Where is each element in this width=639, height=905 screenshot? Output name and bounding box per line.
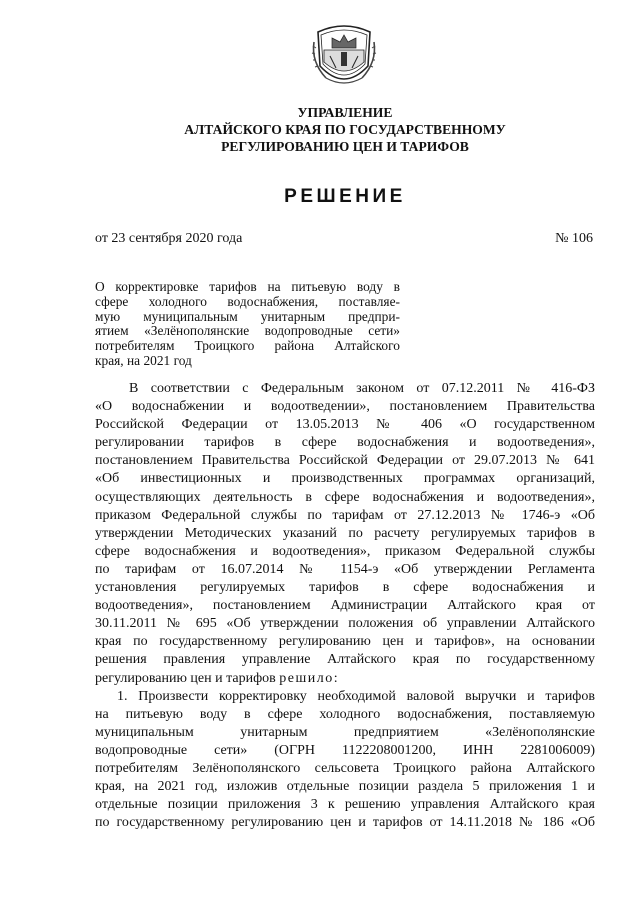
body-line bbox=[95, 670, 595, 688]
body-line: утверждении Методических указаний по расчету регулируемых тарифов в bbox=[95, 525, 595, 541]
body-line: водопроводные сети» (ОГРН 1122208001200, ИНН 2281006009) bbox=[95, 742, 595, 758]
body-line: осуществляющих деятельность в сфере водоснабжения и водоотведения», bbox=[95, 489, 595, 505]
body-line: потребителям Зелёнополянского сельсовета Троицкого района Алтайского bbox=[95, 760, 595, 776]
body-line: отдельные позиции приложения 3 к решению управления Алтайского края bbox=[95, 797, 595, 813]
subject-line: сфере холодного водоснабжения, поставляе- bbox=[95, 293, 400, 309]
decision-subject bbox=[95, 280, 400, 369]
subject-line: мую муниципальным унитарным предпри- bbox=[95, 308, 400, 324]
decision-date: от 23 сентября 2020 года bbox=[95, 231, 243, 246]
body-line: муниципальным унитарным предприятием «Зелёнополянские bbox=[95, 724, 595, 740]
body-line-text: регулированию цен и тарифов bbox=[95, 670, 276, 686]
body-line: сфере водоснабжения и водоотведения», приказом Федеральной службы bbox=[95, 543, 595, 559]
issuing-authority bbox=[90, 104, 600, 155]
body-line: Российской Федерации от 13.05.2013 № 406 «О государственном bbox=[95, 417, 595, 433]
subject-line: ятием «Зелёнополянские водопроводные сети» bbox=[95, 323, 400, 339]
body-line: края по государственному регулированию цен и тарифов», на основании bbox=[95, 634, 595, 650]
body-line: по тарифам от 16.07.2014 № 1154-э «Об утверждении Регламента bbox=[95, 561, 595, 577]
org-name-line-3: РЕГУЛИРОВАНИЮ ЦЕН И ТАРИФОВ bbox=[221, 139, 469, 154]
body-line: «Об инвестиционных и производственных программах организаций, bbox=[95, 471, 595, 487]
body-line: постановлением Правительства Российской Федерации от 29.07.2013 № 641 bbox=[95, 453, 595, 469]
body-line: «О водоснабжении и водоотведении», постановлением Правительства bbox=[95, 399, 595, 415]
body-line: регулировании тарифов в сфере водоснабжения и водоотведения», bbox=[95, 435, 595, 451]
body-line: В соответствии с Федеральным законом от 07.12.2011 № 416-ФЗ bbox=[129, 381, 595, 396]
body-line: на питьевую воду в сфере холодного водоснабжения, поставляемую bbox=[95, 706, 595, 722]
decision-number: № 106 bbox=[555, 231, 593, 246]
resolution-word: решило: bbox=[279, 670, 340, 686]
body-line: 1. Произвести корректировку необходимой валовой выручки и тарифов bbox=[117, 688, 595, 704]
body-line: водоотведения», постановлением Администрации Алтайского края от bbox=[95, 598, 595, 614]
body-line: решения правления управление Алтайского края по государственному bbox=[95, 652, 595, 668]
body-line: установления регулируемых тарифов в сфере водоснабжения и bbox=[95, 580, 595, 596]
body-line: приказом Федеральной службы по тарифам от 27.12.2013 № 1746-э «Об bbox=[95, 507, 595, 523]
subject-line: края, на 2021 год bbox=[95, 352, 192, 368]
document-type-title: РЕШЕНИЕ bbox=[284, 186, 406, 207]
body-line: края, на 2021 год, изложив отдельные позиции раздела 5 приложения 1 и bbox=[95, 779, 595, 795]
decision-body bbox=[95, 380, 595, 832]
org-name-line-2: АЛТАЙСКОГО КРАЯ ПО ГОСУДАРСТВЕННОМУ bbox=[184, 122, 506, 137]
subject-line: потребителям Троицкого района Алтайского bbox=[95, 338, 400, 354]
altai-krai-coat-of-arms-icon bbox=[310, 22, 378, 92]
body-line: по государственному регулированию цен и тарифов от 14.11.2018 № 186 «Об bbox=[95, 815, 595, 831]
body-line: 30.11.2011 № 695 «Об утверждении положения об управлении Алтайского bbox=[95, 616, 595, 632]
subject-line: О корректировке тарифов на питьевую воду в bbox=[95, 279, 400, 294]
org-name-line-1: УПРАВЛЕНИЕ bbox=[297, 105, 393, 120]
